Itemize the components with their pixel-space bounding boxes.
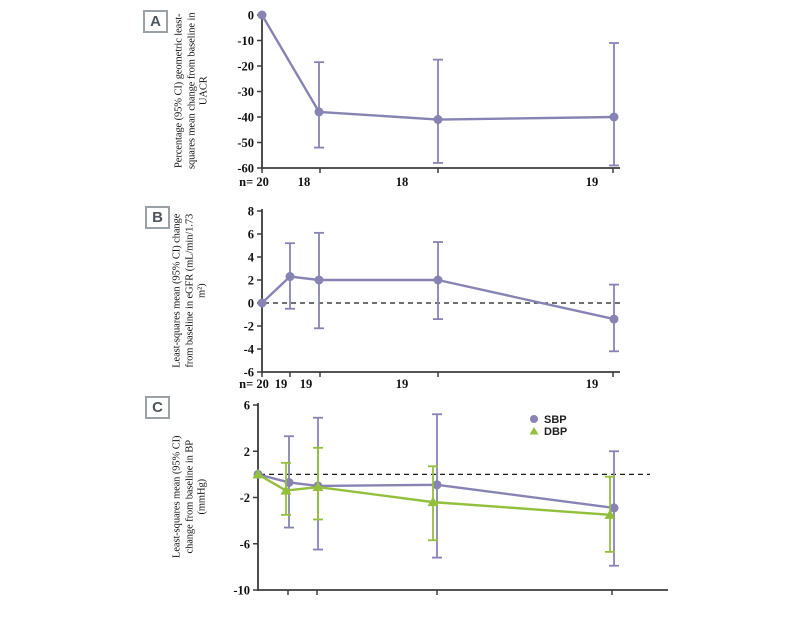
y-tick-label-B: 2	[247, 273, 254, 288]
y-tick-label-A: -20	[237, 59, 254, 74]
y-axis-title-line: (mmHg)	[196, 478, 208, 515]
panel-b-letter: B	[145, 206, 170, 229]
panel-b-y-axis-title	[171, 191, 209, 391]
panel-a-letter: A	[143, 10, 168, 33]
data-point-eGFR	[286, 272, 295, 281]
data-point-UACR	[434, 115, 443, 124]
panel-c-y-axis-title	[171, 397, 209, 597]
y-tick-label-C: 2	[243, 444, 250, 459]
y-tick-label-B: -4	[243, 342, 254, 357]
y-axis-title-line: UACR	[198, 76, 210, 106]
n-label-B: 19	[395, 377, 409, 391]
legend-marker-DBP	[530, 427, 539, 435]
y-axis-title-line: m²)	[196, 283, 208, 299]
y-tick-label-B: 6	[247, 227, 254, 242]
y-tick-label-A: -50	[237, 136, 254, 150]
y-tick-label-A: 0	[247, 8, 254, 23]
n-label-A: 19	[585, 175, 599, 189]
n-label-A: 18	[395, 175, 409, 189]
n-label-A: n= 20	[239, 175, 269, 189]
y-tick-label-A: -60	[237, 161, 254, 176]
y-tick-label-B: 0	[247, 296, 254, 311]
y-tick-label-B: -6	[243, 365, 254, 380]
y-tick-label-C: -2	[239, 491, 250, 505]
y-tick-label-A: -40	[237, 110, 254, 125]
panel-c-letter: C	[145, 396, 170, 419]
data-point-eGFR	[315, 276, 324, 285]
panel-a-y-axis-title	[173, 0, 211, 191]
y-axis-title-line: change from baseline in BP	[183, 440, 195, 554]
data-point-UACR	[315, 107, 324, 116]
data-point-eGFR	[258, 299, 267, 308]
legend-marker-SBP	[530, 415, 538, 423]
legend-label-SBP: SBP	[544, 414, 567, 426]
y-tick-label-A: -30	[237, 85, 254, 99]
y-axis-title-line: from baseline in eGFR (mL/min/1.73	[183, 213, 195, 368]
y-tick-label-C: -6	[239, 537, 250, 552]
data-point-UACR	[258, 11, 267, 20]
y-tick-label-B: 8	[247, 204, 254, 219]
y-axis-title-line: Least-squares mean (95% CI) change	[171, 213, 183, 368]
y-tick-label-B: 4	[247, 250, 254, 265]
data-point-eGFR	[434, 276, 443, 285]
y-axis-title-line: Percentage (95% CI) geometric least-	[173, 13, 185, 168]
data-point-UACR	[610, 113, 619, 122]
y-tick-label-C: -10	[233, 583, 250, 598]
n-label-B: n= 20	[239, 377, 269, 391]
y-tick-label-C: 6	[243, 398, 250, 413]
legend-label-DBP: DBP	[544, 426, 568, 438]
y-tick-label-A: -10	[237, 34, 254, 48]
n-label-B: 19	[585, 377, 599, 391]
y-axis-title-line: Least-squares mean (95% CI)	[171, 435, 183, 558]
n-label-B: 19	[299, 377, 313, 391]
y-axis-title-line: squares mean change from baseline in	[185, 12, 197, 169]
n-label-B: 19	[274, 377, 288, 391]
y-tick-label-B: -2	[243, 319, 254, 334]
series-line-DBP	[258, 474, 610, 514]
n-label-A: 18	[297, 175, 311, 189]
data-point-eGFR	[610, 315, 619, 324]
